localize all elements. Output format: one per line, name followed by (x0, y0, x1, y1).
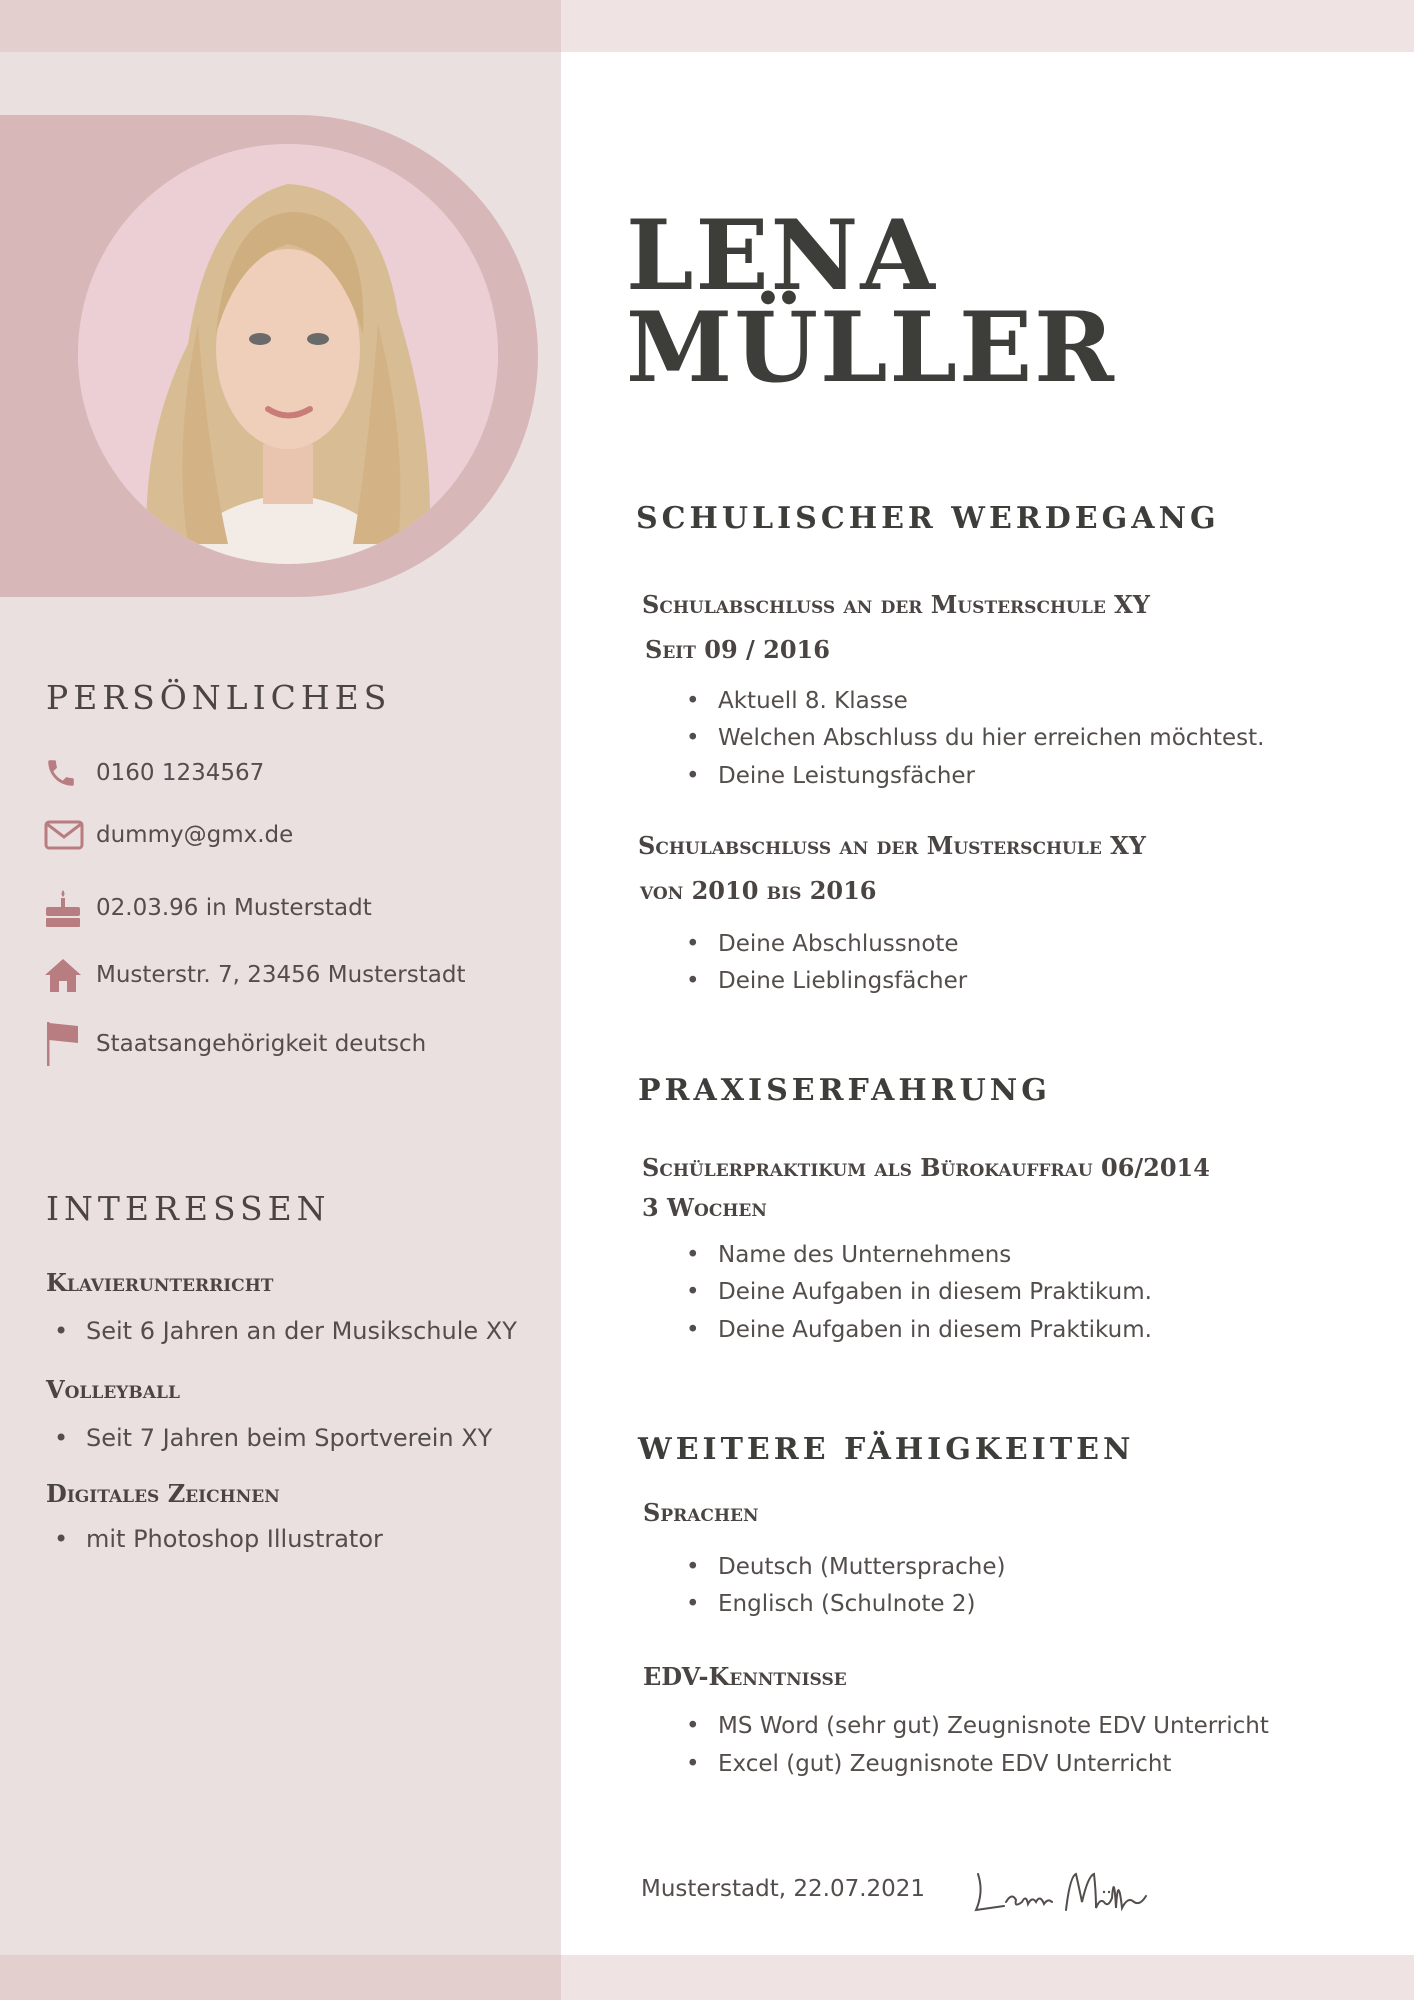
education-entry-date: Seit 09 / 2016 (645, 635, 830, 664)
birthday-text: 02.03.96 in Musterstadt (96, 895, 372, 921)
interest-detail: • Seit 6 Jahren an der Musikschule XY (54, 1317, 517, 1345)
bottom-bar-right (561, 1955, 1414, 2000)
languages-title: Sprachen (643, 1498, 759, 1527)
skills-heading: WEITERE FÄHIGKEITEN (638, 1432, 1135, 1467)
mail-icon (44, 815, 86, 855)
interests-heading: INTERESSEN (46, 1189, 331, 1228)
address-text: Musterstr. 7, 23456 Musterstadt (96, 962, 466, 988)
language-bullet: • Englisch (Schulnote 2) (686, 1591, 976, 1617)
interest-title: Digitales Zeichnen (46, 1479, 280, 1508)
interest-title: Klavierunterricht (46, 1268, 274, 1297)
phone-text: 0160 1234567 (96, 760, 265, 786)
first-name: LENA (626, 199, 937, 312)
phone-icon (44, 753, 86, 793)
last-name: MÜLLER (626, 291, 1116, 404)
education-bullet: • Deine Leistungsfächer (686, 763, 975, 789)
profile-photo (78, 144, 498, 564)
experience-heading: PRAXISERFAHRUNG (638, 1073, 1051, 1108)
experience-title: Schülerpraktikum als Bürokauffrau 06/2014 (642, 1153, 1210, 1182)
flag-icon (44, 1024, 86, 1064)
place-date: Musterstadt, 22.07.2021 (641, 1876, 926, 1902)
person-name (626, 199, 1116, 404)
top-bar-right (561, 0, 1414, 52)
experience-bullet: • Deine Aufgaben in diesem Praktikum. (686, 1279, 1152, 1305)
contact-phone (44, 753, 264, 793)
education-entry-title: Schulabschluss an der Musterschule XY (642, 590, 1150, 619)
contact-nationality (44, 1024, 426, 1064)
birthday-cake-icon (44, 888, 86, 928)
experience-bullet: • Deine Aufgaben in diesem Praktikum. (686, 1317, 1152, 1343)
nationality-text: Staatsangehörigkeit deutsch (96, 1031, 427, 1057)
home-icon (44, 955, 86, 995)
experience-bullet: • Name des Unternehmens (686, 1242, 1011, 1268)
interest-detail: • Seit 7 Jahren beim Sportverein XY (54, 1424, 492, 1452)
education-bullet: • Deine Lieblingsfächer (686, 968, 967, 994)
contact-birthday (44, 888, 372, 928)
education-heading: SCHULISCHER WERDEGANG (636, 501, 1220, 536)
it-skill-bullet: • Excel (gut) Zeugnisnote EDV Unterricht (686, 1751, 1171, 1777)
education-bullet: • Aktuell 8. Klasse (686, 688, 908, 714)
email-text: dummy@gmx.de (96, 822, 294, 848)
language-bullet: • Deutsch (Muttersprache) (686, 1554, 1006, 1580)
contact-email (44, 815, 293, 855)
bottom-bar-left (0, 1955, 561, 2000)
education-bullet: • Welchen Abschluss du hier erreichen möchtest. (686, 725, 1265, 751)
personal-heading: PERSÖNLICHES (46, 678, 392, 717)
education-entry-date: von 2010 bis 2016 (640, 876, 877, 905)
interest-title: Volleyball (46, 1375, 180, 1404)
it-skills-title: EDV-Kenntnisse (643, 1662, 847, 1691)
experience-duration: 3 Wochen (642, 1193, 767, 1222)
it-skill-bullet: • MS Word (sehr gut) Zeugnisnote EDV Unterricht (686, 1713, 1269, 1739)
signature (970, 1862, 1160, 1926)
contact-address (44, 955, 465, 995)
education-entry-title: Schulabschluss an der Musterschule XY (638, 831, 1146, 860)
education-bullet: • Deine Abschlussnote (686, 931, 959, 957)
top-bar-left (0, 0, 561, 52)
interest-detail: • mit Photoshop Illustrator (54, 1525, 383, 1553)
